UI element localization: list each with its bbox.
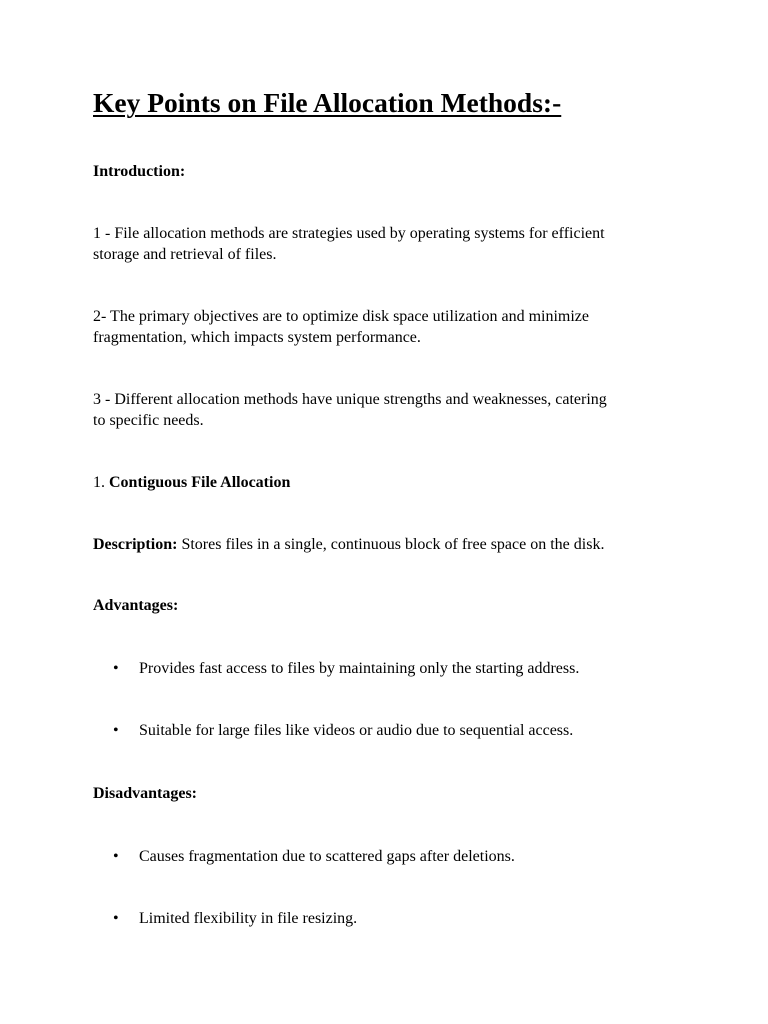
intro-point-3-line-1	[93, 389, 693, 410]
intro-point-3-number: 3 -	[93, 391, 115, 408]
intro-point-2-line-1	[93, 306, 693, 327]
intro-point-1-text: File allocation methods are strategies used by operating systems for efficient	[114, 225, 605, 242]
intro-point-3-text: Different allocation methods have unique strengths and weaknesses, catering	[114, 391, 607, 408]
disadvantage-item-1-text: Causes fragmentation due to scattered gaps after deletions.	[139, 848, 515, 865]
advantage-item-1-text: Provides fast access to files by maintaining only the starting address.	[139, 660, 580, 677]
intro-point-1-number: 1 -	[93, 225, 115, 242]
intro-point-3	[93, 389, 693, 431]
section-1-number: 1.	[93, 474, 109, 491]
bullet-icon: •	[113, 848, 119, 865]
document-title: Key Points on File Allocation Methods:-	[93, 87, 562, 118]
intro-point-3-line-2: to specific needs.	[93, 412, 204, 429]
disadvantage-item-2-text: Limited flexibility in file resizing.	[139, 910, 358, 927]
intro-point-1	[93, 223, 693, 265]
intro-point-1-line-1	[93, 223, 693, 244]
bullet-icon: •	[113, 722, 119, 739]
advantages-heading: Advantages:	[93, 597, 179, 614]
section-1-heading	[93, 472, 693, 493]
bullet-icon: •	[113, 910, 119, 927]
introduction-heading: Introduction:	[93, 163, 186, 180]
section-1-description	[93, 534, 693, 555]
description-text: Stores files in a single, continuous block of free space on the disk.	[177, 536, 605, 553]
disadvantages-heading: Disadvantages:	[93, 785, 198, 802]
advantage-item-2-text: Suitable for large files like videos or audio due to sequential access.	[139, 722, 574, 739]
bullet-icon: •	[113, 660, 119, 677]
intro-point-2	[93, 306, 693, 348]
description-label: Description:	[93, 536, 178, 553]
intro-point-2-line-2: fragmentation, which impacts system performance.	[93, 329, 421, 346]
intro-point-2-number: 2-	[93, 308, 111, 325]
section-1-title: Contiguous File Allocation	[109, 474, 291, 491]
intro-point-1-line-2: storage and retrieval of files.	[93, 246, 277, 263]
intro-point-2-text: The primary objectives are to optimize disk space utilization and minimize	[110, 308, 590, 325]
